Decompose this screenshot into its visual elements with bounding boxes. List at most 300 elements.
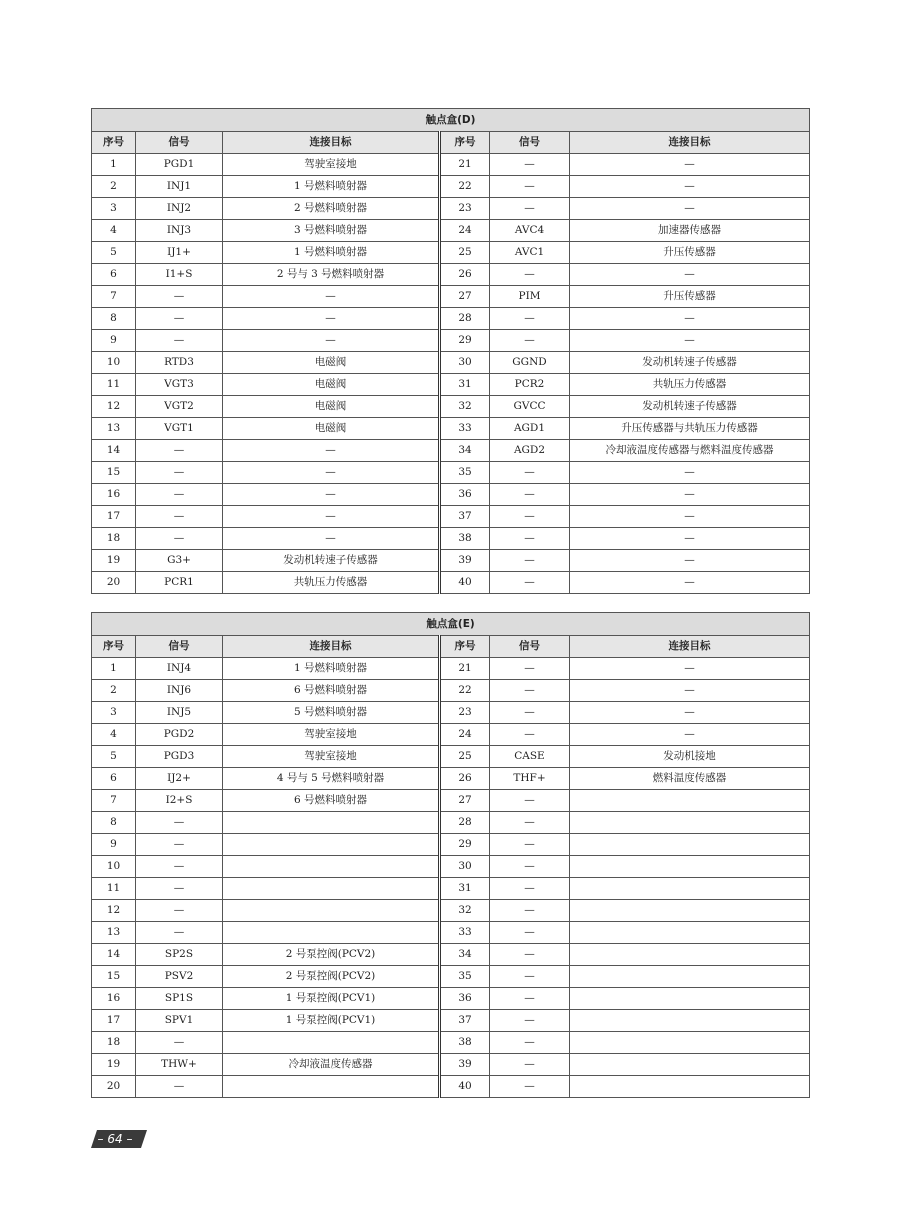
cell-signal: PGD1 [136, 154, 223, 176]
cell-index: 39 [440, 1054, 490, 1076]
col-header-signal: 信号 [490, 636, 570, 658]
cell-target [570, 1076, 810, 1098]
cell-signal: — [490, 1032, 570, 1054]
cell-signal: PGD2 [136, 724, 223, 746]
table-row [92, 1076, 810, 1098]
cell-signal: CASE [490, 746, 570, 768]
cell-index: 12 [92, 900, 136, 922]
table-row [92, 724, 810, 746]
cell-target: 升压传感器 [570, 242, 810, 264]
cell-index: 15 [92, 966, 136, 988]
cell-signal: THW+ [136, 1054, 223, 1076]
cell-signal: — [490, 572, 570, 594]
cell-signal: SPV1 [136, 1010, 223, 1032]
cell-index: 8 [92, 812, 136, 834]
cell-index: 25 [440, 242, 490, 264]
cell-signal: I1+S [136, 264, 223, 286]
col-header-signal: 信号 [136, 132, 223, 154]
cell-target: — [570, 462, 810, 484]
page-number-tab [91, 1130, 147, 1148]
cell-signal: — [490, 702, 570, 724]
cell-index: 19 [92, 550, 136, 572]
cell-signal: SP2S [136, 944, 223, 966]
cell-target: — [570, 702, 810, 724]
cell-signal: — [490, 330, 570, 352]
table-row [92, 922, 810, 944]
cell-signal: — [490, 1010, 570, 1032]
table-row [92, 286, 810, 308]
table-row [92, 680, 810, 702]
cell-index: 20 [92, 1076, 136, 1098]
cell-target: 驾驶室接地 [223, 154, 440, 176]
cell-index: 25 [440, 746, 490, 768]
cell-target: 冷却液温度传感器 [223, 1054, 440, 1076]
cell-index: 4 [92, 220, 136, 242]
cell-target: — [570, 484, 810, 506]
cell-target: 4 号与 5 号燃料喷射器 [223, 768, 440, 790]
cell-index: 2 [92, 680, 136, 702]
cell-index: 23 [440, 198, 490, 220]
cell-signal: VGT3 [136, 374, 223, 396]
table-row [92, 812, 810, 834]
cell-signal: — [136, 900, 223, 922]
cell-signal: PGD3 [136, 746, 223, 768]
cell-target [570, 834, 810, 856]
cell-target [570, 856, 810, 878]
cell-index: 2 [92, 176, 136, 198]
cell-target: 1 号泵控阀(PCV1) [223, 988, 440, 1010]
table-row [92, 418, 810, 440]
cell-target: 6 号燃料喷射器 [223, 680, 440, 702]
cell-signal: — [490, 856, 570, 878]
cell-index: 17 [92, 506, 136, 528]
cell-target [223, 812, 440, 834]
cell-index: 17 [92, 1010, 136, 1032]
cell-signal: — [490, 506, 570, 528]
col-header-target: 连接目标 [223, 636, 440, 658]
cell-index: 5 [92, 242, 136, 264]
cell-index: 13 [92, 418, 136, 440]
cell-signal: — [136, 308, 223, 330]
cell-index: 35 [440, 462, 490, 484]
cell-index: 12 [92, 396, 136, 418]
table-row [92, 176, 810, 198]
cell-target: 5 号燃料喷射器 [223, 702, 440, 724]
cell-index: 11 [92, 878, 136, 900]
cell-signal: — [490, 1076, 570, 1098]
cell-target [570, 966, 810, 988]
cell-target: 燃料温度传感器 [570, 768, 810, 790]
cell-target: — [570, 680, 810, 702]
cell-signal: — [136, 330, 223, 352]
cell-target: 发动机接地 [570, 746, 810, 768]
cell-index: 30 [440, 352, 490, 374]
cell-signal: THF+ [490, 768, 570, 790]
cell-index: 15 [92, 462, 136, 484]
col-header-target: 连接目标 [570, 636, 810, 658]
cell-signal: AGD2 [490, 440, 570, 462]
cell-index: 7 [92, 790, 136, 812]
cell-signal: — [136, 506, 223, 528]
cell-target [223, 856, 440, 878]
cell-index: 3 [92, 702, 136, 724]
cell-target: 驾驶室接地 [223, 746, 440, 768]
cell-signal: AGD1 [490, 418, 570, 440]
cell-index: 21 [440, 154, 490, 176]
cell-index: 24 [440, 220, 490, 242]
cell-signal: VGT1 [136, 418, 223, 440]
cell-index: 21 [440, 658, 490, 680]
cell-target [570, 1032, 810, 1054]
col-header-index: 序号 [440, 636, 490, 658]
cell-index: 34 [440, 944, 490, 966]
cell-index: 4 [92, 724, 136, 746]
cell-index: 11 [92, 374, 136, 396]
table-row [92, 988, 810, 1010]
cell-target [570, 878, 810, 900]
cell-index: 14 [92, 944, 136, 966]
cell-signal: PIM [490, 286, 570, 308]
cell-index: 16 [92, 988, 136, 1010]
cell-index: 26 [440, 768, 490, 790]
cell-target: — [223, 462, 440, 484]
cell-signal: — [490, 680, 570, 702]
table-row [92, 856, 810, 878]
cell-signal: — [490, 658, 570, 680]
table-row [92, 790, 810, 812]
cell-target [570, 988, 810, 1010]
cell-signal: — [136, 1076, 223, 1098]
col-header-index: 序号 [92, 132, 136, 154]
cell-target [570, 790, 810, 812]
cell-signal: — [136, 440, 223, 462]
cell-target: 升压传感器与共轨压力传感器 [570, 418, 810, 440]
cell-signal: — [136, 922, 223, 944]
cell-index: 22 [440, 680, 490, 702]
cell-index: 10 [92, 352, 136, 374]
cell-signal: — [136, 528, 223, 550]
cell-target [570, 812, 810, 834]
cell-index: 34 [440, 440, 490, 462]
cell-target: — [223, 440, 440, 462]
table-row [92, 330, 810, 352]
cell-index: 8 [92, 308, 136, 330]
table-row [92, 1054, 810, 1076]
cell-target: 1 号燃料喷射器 [223, 658, 440, 680]
cell-index: 28 [440, 812, 490, 834]
cell-signal: — [490, 944, 570, 966]
cell-target: — [570, 198, 810, 220]
cell-signal: — [490, 922, 570, 944]
cell-index: 23 [440, 702, 490, 724]
table-row [92, 396, 810, 418]
table-row [92, 198, 810, 220]
cell-target: — [570, 264, 810, 286]
cell-signal: — [136, 484, 223, 506]
table-row [92, 506, 810, 528]
cell-signal: — [490, 308, 570, 330]
cell-target: 2 号泵控阀(PCV2) [223, 944, 440, 966]
cell-signal: IJ1+ [136, 242, 223, 264]
table-row [92, 834, 810, 856]
cell-target: 1 号泵控阀(PCV1) [223, 1010, 440, 1032]
table-row [92, 264, 810, 286]
cell-index: 3 [92, 198, 136, 220]
cell-signal: — [490, 550, 570, 572]
cell-target: 冷却液温度传感器与燃料温度传感器 [570, 440, 810, 462]
cell-target: 升压传感器 [570, 286, 810, 308]
cell-index: 28 [440, 308, 490, 330]
cell-target: 发动机转速子传感器 [223, 550, 440, 572]
table-row [92, 308, 810, 330]
cell-index: 29 [440, 330, 490, 352]
cell-target [223, 1076, 440, 1098]
header-row [92, 636, 810, 658]
cell-target: 电磁阀 [223, 352, 440, 374]
cell-signal: VGT2 [136, 396, 223, 418]
cell-index: 33 [440, 418, 490, 440]
cell-signal: PSV2 [136, 966, 223, 988]
cell-index: 31 [440, 374, 490, 396]
cell-signal: — [490, 900, 570, 922]
cell-signal: I2+S [136, 790, 223, 812]
cell-index: 29 [440, 834, 490, 856]
cell-index: 16 [92, 484, 136, 506]
cell-target: 发动机转速子传感器 [570, 396, 810, 418]
cell-target [570, 922, 810, 944]
cell-target: 加速器传感器 [570, 220, 810, 242]
cell-index: 38 [440, 528, 490, 550]
cell-signal: — [136, 1032, 223, 1054]
cell-signal: — [490, 484, 570, 506]
page-number: – 64 – [97, 1132, 133, 1146]
table-row [92, 1032, 810, 1054]
cell-signal: — [490, 878, 570, 900]
cell-signal: INJ5 [136, 702, 223, 724]
col-header-index: 序号 [92, 636, 136, 658]
cell-target: — [570, 724, 810, 746]
cell-signal: INJ3 [136, 220, 223, 242]
cell-target: — [570, 528, 810, 550]
table-row [92, 746, 810, 768]
table-row [92, 1010, 810, 1032]
table-row [92, 220, 810, 242]
cell-target: — [570, 308, 810, 330]
cell-target: 电磁阀 [223, 418, 440, 440]
cell-signal: — [490, 790, 570, 812]
cell-index: 35 [440, 966, 490, 988]
cell-signal: AVC1 [490, 242, 570, 264]
cell-target: — [223, 330, 440, 352]
cell-target: — [223, 528, 440, 550]
cell-target [223, 878, 440, 900]
table-row [92, 878, 810, 900]
cell-index: 39 [440, 550, 490, 572]
table-row [92, 944, 810, 966]
cell-index: 37 [440, 506, 490, 528]
cell-index: 40 [440, 1076, 490, 1098]
cell-index: 30 [440, 856, 490, 878]
cell-target: 1 号燃料喷射器 [223, 176, 440, 198]
table-row [92, 352, 810, 374]
cell-signal: RTD3 [136, 352, 223, 374]
cell-target [570, 900, 810, 922]
connector-table-e [91, 612, 810, 1098]
cell-signal: — [490, 724, 570, 746]
cell-signal: INJ1 [136, 176, 223, 198]
cell-target: 2 号泵控阀(PCV2) [223, 966, 440, 988]
col-header-index: 序号 [440, 132, 490, 154]
cell-signal: PCR1 [136, 572, 223, 594]
cell-target [223, 900, 440, 922]
cell-target: 电磁阀 [223, 396, 440, 418]
cell-target: — [570, 506, 810, 528]
cell-target: 共轨压力传感器 [570, 374, 810, 396]
cell-index: 33 [440, 922, 490, 944]
cell-signal: INJ2 [136, 198, 223, 220]
cell-target: — [223, 506, 440, 528]
table-row [92, 440, 810, 462]
cell-target: 发动机转速子传感器 [570, 352, 810, 374]
cell-target [570, 1054, 810, 1076]
cell-signal: — [490, 528, 570, 550]
col-header-target: 连接目标 [223, 132, 440, 154]
cell-target: — [570, 658, 810, 680]
cell-signal: GGND [490, 352, 570, 374]
cell-signal: GVCC [490, 396, 570, 418]
cell-signal: — [490, 966, 570, 988]
cell-target: 共轨压力传感器 [223, 572, 440, 594]
cell-index: 36 [440, 484, 490, 506]
cell-signal: AVC4 [490, 220, 570, 242]
col-header-signal: 信号 [490, 132, 570, 154]
cell-signal: — [136, 812, 223, 834]
col-header-target: 连接目标 [570, 132, 810, 154]
cell-target [570, 1010, 810, 1032]
table-row [92, 154, 810, 176]
cell-index: 36 [440, 988, 490, 1010]
cell-signal: — [490, 462, 570, 484]
cell-index: 26 [440, 264, 490, 286]
cell-signal: — [490, 264, 570, 286]
cell-signal: INJ4 [136, 658, 223, 680]
cell-signal: — [490, 154, 570, 176]
cell-index: 32 [440, 900, 490, 922]
cell-target: 2 号燃料喷射器 [223, 198, 440, 220]
cell-index: 37 [440, 1010, 490, 1032]
cell-target: — [223, 308, 440, 330]
cell-signal: — [136, 462, 223, 484]
cell-signal: — [490, 198, 570, 220]
cell-target: — [570, 176, 810, 198]
cell-target: 6 号燃料喷射器 [223, 790, 440, 812]
cell-index: 14 [92, 440, 136, 462]
cell-index: 6 [92, 264, 136, 286]
cell-index: 31 [440, 878, 490, 900]
cell-index: 38 [440, 1032, 490, 1054]
cell-index: 27 [440, 286, 490, 308]
cell-signal: — [490, 812, 570, 834]
cell-index: 18 [92, 1032, 136, 1054]
cell-index: 19 [92, 1054, 136, 1076]
cell-target: 驾驶室接地 [223, 724, 440, 746]
table-row [92, 768, 810, 790]
cell-target: — [570, 550, 810, 572]
table-row [92, 658, 810, 680]
table-row [92, 900, 810, 922]
connector-table-d [91, 108, 810, 594]
cell-signal: — [490, 988, 570, 1010]
cell-index: 24 [440, 724, 490, 746]
cell-signal: PCR2 [490, 374, 570, 396]
cell-index: 5 [92, 746, 136, 768]
cell-target: — [570, 330, 810, 352]
cell-target [223, 1032, 440, 1054]
table-row [92, 550, 810, 572]
cell-target: — [223, 484, 440, 506]
cell-index: 1 [92, 154, 136, 176]
cell-index: 13 [92, 922, 136, 944]
cell-signal: IJ2+ [136, 768, 223, 790]
table-row [92, 484, 810, 506]
col-header-signal: 信号 [136, 636, 223, 658]
cell-target [223, 834, 440, 856]
table-title: 触点盒(D) [92, 109, 810, 132]
table-title: 触点盒(E) [92, 613, 810, 636]
cell-signal: — [490, 834, 570, 856]
table-row [92, 462, 810, 484]
header-row [92, 132, 810, 154]
cell-index: 1 [92, 658, 136, 680]
cell-signal: INJ6 [136, 680, 223, 702]
cell-signal: — [136, 878, 223, 900]
cell-index: 9 [92, 330, 136, 352]
cell-target: 1 号燃料喷射器 [223, 242, 440, 264]
table-row [92, 528, 810, 550]
table-row [92, 966, 810, 988]
cell-index: 18 [92, 528, 136, 550]
cell-signal: — [136, 286, 223, 308]
cell-signal: G3+ [136, 550, 223, 572]
cell-signal: — [136, 834, 223, 856]
cell-signal: SP1S [136, 988, 223, 1010]
table-row [92, 702, 810, 724]
cell-target: — [570, 154, 810, 176]
table-row [92, 242, 810, 264]
cell-target: 3 号燃料喷射器 [223, 220, 440, 242]
cell-index: 32 [440, 396, 490, 418]
cell-target: — [223, 286, 440, 308]
cell-signal: — [490, 1054, 570, 1076]
cell-target: 2 号与 3 号燃料喷射器 [223, 264, 440, 286]
table-row [92, 374, 810, 396]
cell-target: — [570, 572, 810, 594]
cell-index: 22 [440, 176, 490, 198]
cell-target [223, 922, 440, 944]
cell-signal: — [490, 176, 570, 198]
cell-index: 27 [440, 790, 490, 812]
table-row [92, 572, 810, 594]
cell-index: 7 [92, 286, 136, 308]
cell-signal: — [136, 856, 223, 878]
cell-index: 10 [92, 856, 136, 878]
cell-index: 9 [92, 834, 136, 856]
cell-target: 电磁阀 [223, 374, 440, 396]
cell-target [570, 944, 810, 966]
cell-index: 20 [92, 572, 136, 594]
cell-index: 6 [92, 768, 136, 790]
cell-index: 40 [440, 572, 490, 594]
